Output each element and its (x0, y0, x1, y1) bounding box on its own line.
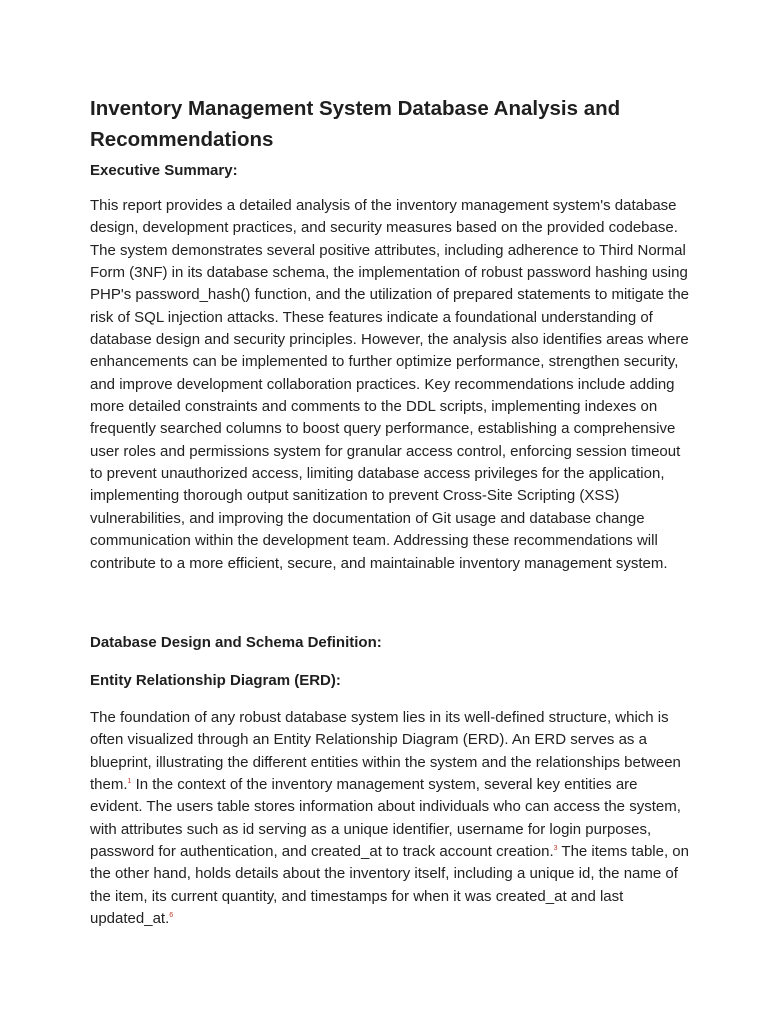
erd-heading: Entity Relationship Diagram (ERD): (90, 672, 341, 689)
footnote-ref-6[interactable]: 6 (169, 912, 174, 920)
database-design-heading: Database Design and Schema Definition: (90, 634, 382, 651)
erd-paragraph (90, 707, 690, 930)
executive-summary-paragraph: This report provides a detailed analysis of the inventory management system's database design, development practices, and security measures based on the provided codebase. The system demonstrates several positive attributes, including adherence to Third Normal Form (3NF) in its database schema, the implementation of robust password hashing using PHP's password_hash() function, and the utilization of prepared statements to mitigate the risk of SQL injection attacks. These features indicate a foundational understanding of database design and security principles. However, the analysis also identifies areas where enhancements can be implemented to further optimize performance, strengthen security, and improve development collaboration practices. Key recommendations include adding more detailed constraints and comments to the DDL scripts, implementing indexes on frequently searched columns to boost query performance, establishing a comprehensive user roles and permissions system for granular access control, enforcing session timeout to prevent unauthorized access, limiting database access privileges for the application, implementing thorough output sanitization to prevent Cross-Site Scripting (XSS) vulnerabilities, and improving the documentation of Git usage and database change communication within the development team. Addressing these recommendations will contribute to a more efficient, secure, and maintainable inventory management system. (90, 197, 690, 572)
footnote-ref-1[interactable]: 1 (127, 778, 132, 786)
executive-summary-heading: Executive Summary: (90, 162, 238, 179)
erd-text-part-1: The foundation of any robust database system lies in its well-defined structure, which is often visualized through an Entity Relationship Diagram (ERD). An ERD serves as a blueprint, illustrating the different entities within the system and the relationships between them. (90, 709, 681, 794)
erd-text-part-2: In the context of the inventory management system, several key entities are evident. The users table stores information about individuals who can access the system, with attributes such as id serving as a unique identifier, username for login purposes, password for authentication, and created_at to track account creation. (90, 776, 681, 861)
erd-text-part-3: The items table, on the other hand, holds details about the inventory itself, including a unique id, the name of the item, its current quantity, and timestamps for when it was created_at and last updated_at. (90, 843, 689, 928)
document-title: Inventory Management System Database Analysis and Recommendations (90, 97, 621, 151)
footnote-ref-3[interactable]: 3 (553, 845, 558, 853)
